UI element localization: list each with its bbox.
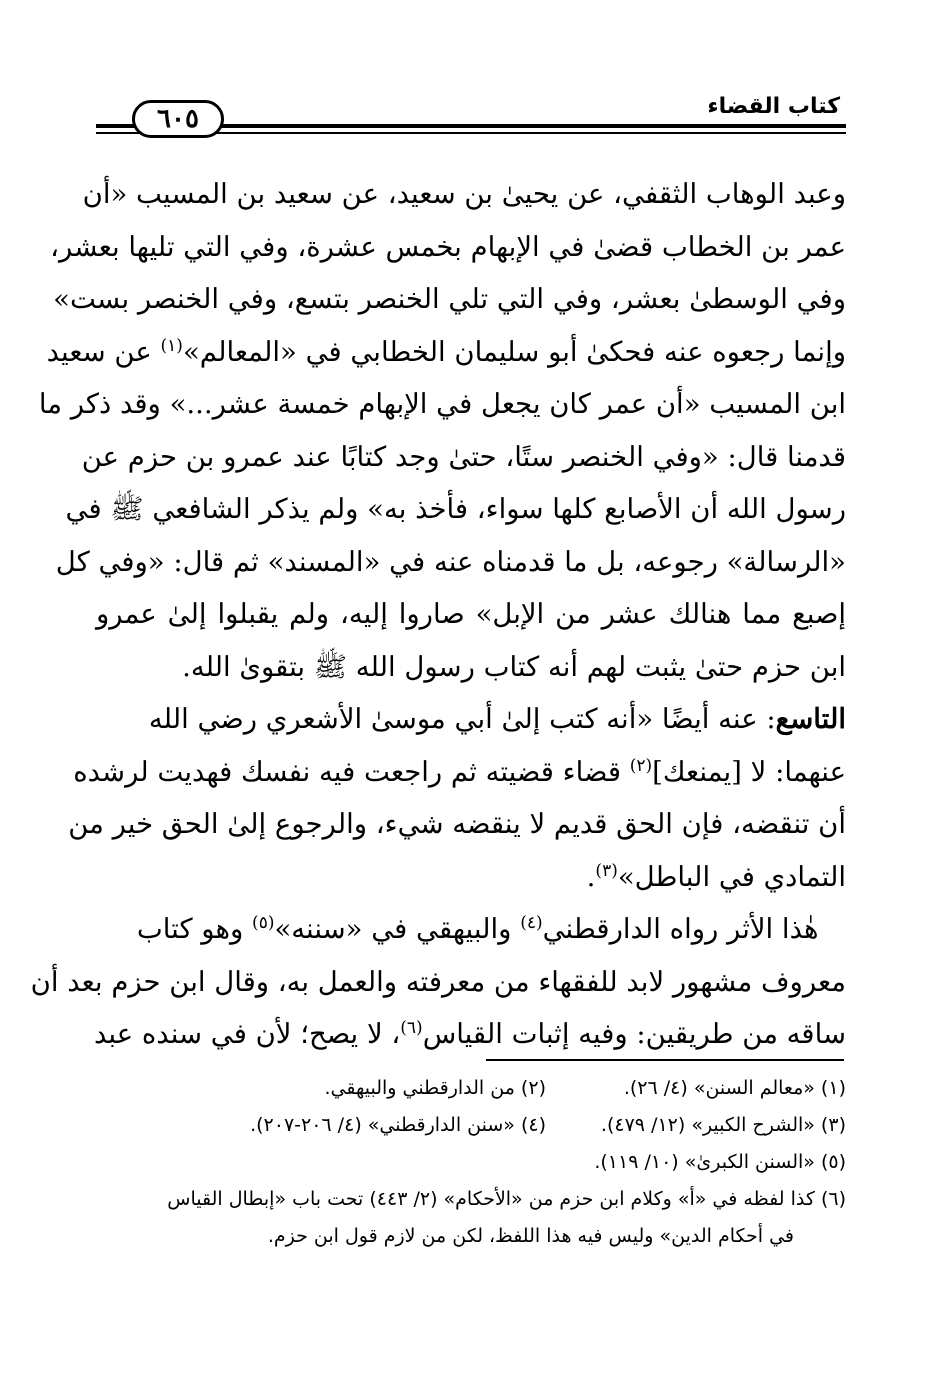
footnote-ref: (٣) [595, 860, 618, 881]
text-segment: ساقه من طريقين: وفيه إثبات القياس [422, 1018, 846, 1050]
text-line: قدمنا قال: «وفي الخنصر ستًا، حتىٰ وجد كتابًا عند عمرو بن حزم عن [81, 440, 846, 473]
text-line: ابن المسيب «أن عمر كان يجعل في الإبهام خمسة عشر...» وقد ذكر ما [38, 388, 846, 420]
text-segment: ، لا يصح؛ لأن في سنده عبد [93, 1018, 401, 1050]
footnote-6-continuation: في أحكام الدين» وليس فيه هذا اللفظ، لكن من لازم قول ابن حزم. [267, 1225, 794, 1247]
text-line: ابن حزم حتىٰ يثبت لهم أنه كتاب رسول الله ﷺ بتقوىٰ الله. [182, 650, 846, 683]
footnote-separator [486, 1059, 844, 1061]
footnote-ref: (٦) [400, 1017, 423, 1038]
footnote-4: (٤) «سنن الدارقطني» (٤/ ٢٠٦-٢٠٧). [250, 1114, 546, 1136]
text-line [96, 903, 846, 956]
book-title: كتاب القضاء [693, 92, 840, 122]
footnote-ref: (٤) [520, 912, 543, 933]
text-segment: وهو كتاب [136, 913, 244, 945]
text-segment: التمادي في الباطل» [617, 860, 846, 893]
main-text [30, 168, 846, 1061]
text-segment: عن سعيد [46, 335, 152, 368]
section-label: التاسع [775, 703, 846, 735]
text-line [73, 746, 846, 799]
text-line: معروف مشهور لابد للفقهاء من معرفته والعمل به، وقال ابن حزم بعد أن [30, 965, 846, 998]
footnote-5: (٥) «السنن الكبرىٰ» (١٠/ ١١٩). [594, 1151, 846, 1173]
footnote-3: (٣) «الشرح الكبير» (١٢/ ٤٧٩). [600, 1114, 846, 1136]
footnote-row [96, 1107, 846, 1144]
text-line: وعبد الوهاب الثقفي، عن يحيىٰ بن سعيد، عن سعيد بن المسيب «أن [82, 178, 846, 210]
text-line: «الرسالة» رجوعه، بل ما قدمناه عنه في «المسند» ثم قال: «وفي كل [55, 545, 846, 578]
page-header [96, 92, 846, 146]
text-segment: هٰذا الأثر رواه الدارقطني [542, 913, 819, 945]
footnote-row [96, 1070, 846, 1107]
text-segment: قضاء قضيته ثم راجعت فيه نفسك فهديت لرشده [73, 755, 621, 788]
text-segment: عنهما: لا [يمنعك] [652, 755, 846, 788]
text-segment: وإنما رجعوه عنه فحكىٰ أبو سليمان الخطابي في «المعالم» [182, 335, 846, 368]
page-number: ٦٠٥ [132, 100, 224, 138]
text-segment: : عنه أيضًا «أنه كتب إلىٰ أبي موسىٰ الأشعري رضي الله [148, 703, 776, 735]
footnote-1: (١) «معالم السنن» (٤/ ٢٦). [623, 1077, 846, 1099]
footnote-ref: (١) [160, 335, 183, 356]
text-line [96, 851, 846, 904]
text-line [93, 1008, 846, 1061]
text-line: وفي الوسطىٰ بعشر، وفي التي تلي الخنصر بتسع، وفي الخنصر بست» [53, 283, 846, 315]
text-line: عمر بن الخطاب قضىٰ في الإبهام بخمس عشرة، وفي التي تليها بعشر، [50, 230, 846, 263]
text-line: أن تنقضه، فإن الحق قديم لا ينقضه شيء، والرجوع إلىٰ الحق خير من [68, 808, 846, 840]
text-line: رسول الله أن الأصابع كلها سواء، فأخذ به» ولم يذكر الشافعي ﷺ في [65, 493, 846, 525]
footnote-row [96, 1144, 846, 1181]
footnote-ref: (٢) [629, 755, 653, 776]
text-line: إصبع مما هنالك عشر من الإبل» صاروا إليه، ولم يقبلوا إلىٰ عمرو [96, 598, 846, 630]
text-line [46, 326, 846, 379]
footnote-6: (٦) كذا لفظه في «أ» وكلام ابن حزم من «الأحكام» (٢/ ٤٤٣) تحت باب «إبطال القياس [167, 1188, 846, 1210]
text-segment: والبيهقي في «سننه» [274, 913, 512, 945]
text-segment: . [586, 860, 596, 893]
footnote-ref: (٥) [252, 912, 275, 933]
footnotes [96, 1070, 846, 1255]
footnote-2: (٢) من الدارقطني والبيهقي. [324, 1077, 546, 1099]
text-line [96, 693, 846, 746]
